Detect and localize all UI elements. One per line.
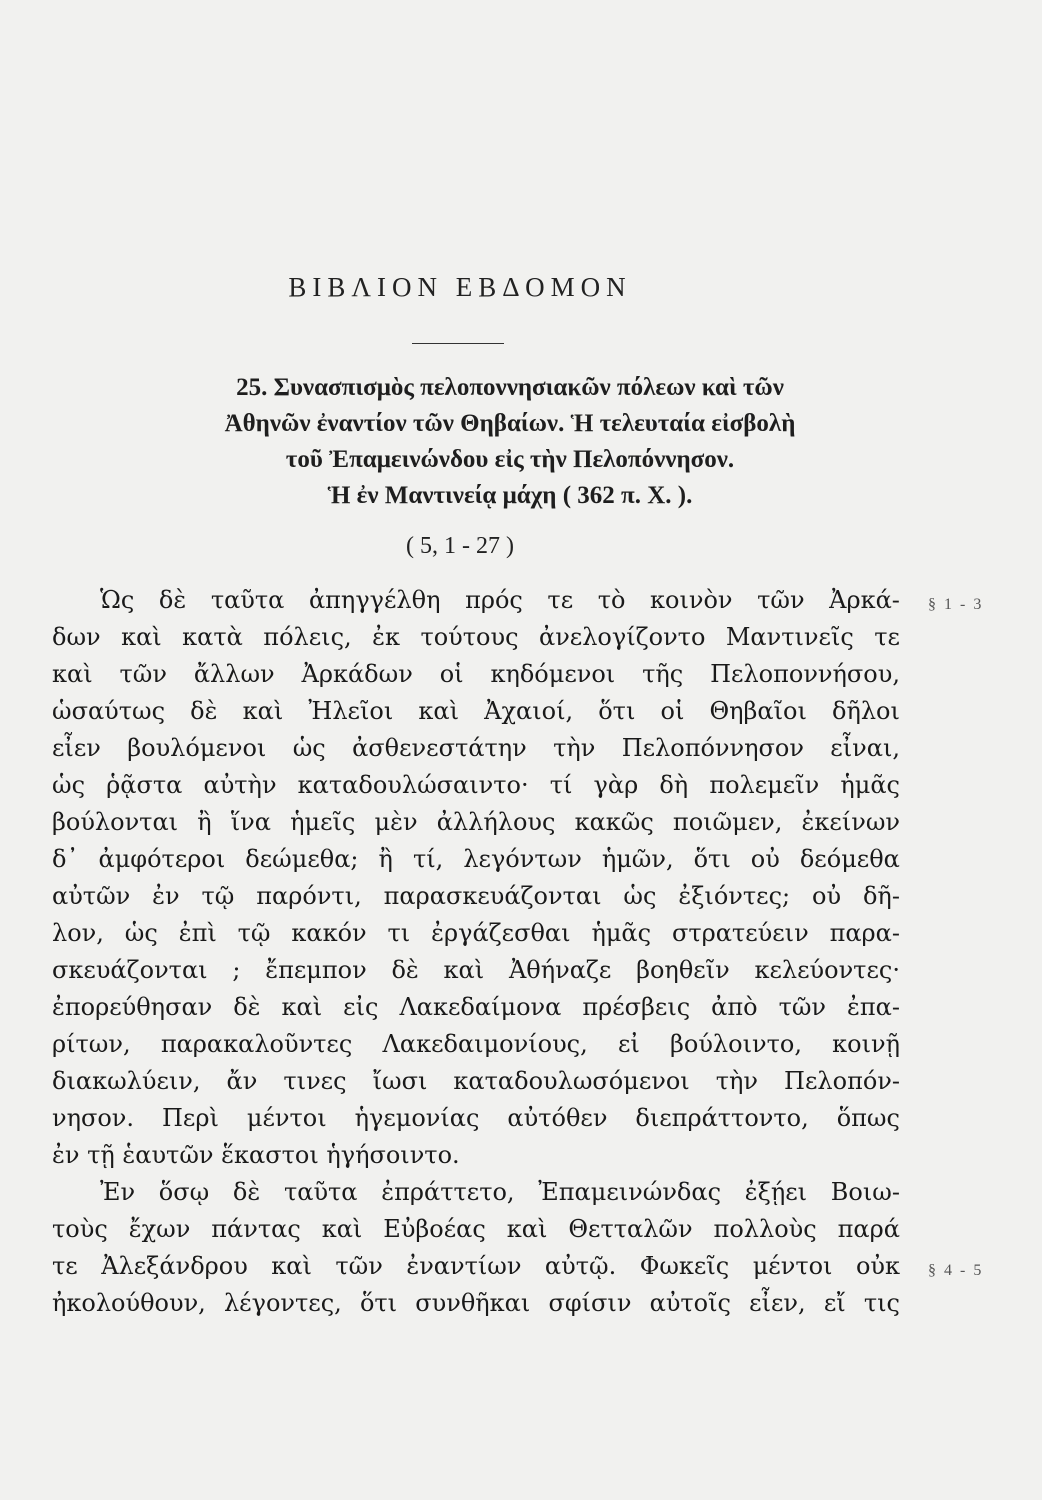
margin-note-section-1-3: § 1 - 3	[928, 596, 984, 613]
title-divider	[412, 343, 504, 344]
body-line: αὐτῶν ἐν τῷ παρόντι, παρασκευάζονται ὡς ἐξιόντες; οὐ δῆ-	[52, 882, 900, 910]
body-line: Ὡς δὲ ταῦτα ἀπηγγέλθη πρός τε τὸ κοινὸν τῶν Ἀρκά-	[100, 586, 900, 614]
body-line: διακωλύειν, ἄν τινες ἴωσι καταδουλωσόμενοι τὴν Πελοπόν-	[52, 1067, 900, 1095]
body-line: ἐπορεύθησαν δὲ καὶ εἰς Λακεδαίμονα πρέσβεις ἀπὸ τῶν ἐπα-	[52, 993, 900, 1021]
chapter-heading-line: τοῦ Ἐπαμεινώνδου εἰς τὴν Πελοπόννησον.	[285, 446, 735, 473]
body-line: ρίτων, παρακαλοῦντες Λακεδαιμονίους, εἰ βούλοιντο, κοινῇ	[52, 1030, 900, 1058]
margin-note-section-4-5: § 4 - 5	[928, 1262, 984, 1279]
body-line: σκευάζονται ; ἔπεμπον δὲ καὶ Ἀθήναζε βοηθεῖν κελεύοντες·	[52, 956, 900, 984]
body-line: Ἐν ὅσῳ δὲ ταῦτα ἐπράττετο, Ἐπαμεινώνδας ἐξῄει Βοιω-	[100, 1178, 900, 1206]
body-line: λον, ὡς ἐπὶ τῷ κακόν τι ἐργάζεσθαι ἡμᾶς στρατεύειν παρα-	[52, 919, 900, 947]
body-line: τε Ἀλεξάνδρου καὶ τῶν ἐναντίων αὐτῷ. Φωκεῖς μέντοι οὐκ	[52, 1252, 900, 1280]
chapter-heading-line: 25. Συνασπισμὸς πελοποννησιακῶν πόλεων καὶ τῶν	[236, 374, 784, 401]
body-line: δων καὶ κατὰ πόλεις, ἐκ τούτους ἀνελογίζοντο Μαντινεῖς τε	[52, 623, 900, 651]
chapter-heading-line: Ἡ ἐν Μαντινείᾳ μάχη ( 362 π. Χ. ).	[327, 482, 693, 509]
body-line: καὶ τῶν ἄλλων Ἀρκάδων οἱ κηδόμενοι τῆς Πελοποννήσου,	[52, 660, 900, 688]
chapter-heading	[110, 370, 910, 514]
body-line: βούλονται ἢ ἵνα ἡμεῖς μὲν ἀλλήλους κακῶς ποιῶμεν, ἐκείνων	[52, 808, 900, 836]
book-title: ΒΙΒΛΙΟΝ ΕΒΔΟΜΟΝ	[288, 272, 632, 302]
body-line: τοὺς ἔχων πάντας καὶ Εὐβοέας καὶ Θετταλῶν πολλοὺς παρά	[52, 1215, 900, 1243]
body-line: ἠκολούθουν, λέγοντες, ὅτι συνθῆκαι σφίσιν αὐτοῖς εἶεν, εἴ τις	[52, 1289, 900, 1317]
body-line: ὡσαύτως δὲ καὶ Ἠλεῖοι καὶ Ἀχαιοί, ὅτι οἱ Θηβαῖοι δῆλοι	[52, 697, 900, 725]
body-line: δ᾽ ἀμφότεροι δεώμεθα; ἢ τί, λεγόντων ἡμῶν, ὅτι οὐ δεόμεθα	[52, 845, 900, 873]
body-line: εἶεν βουλόμενοι ὡς ἀσθενεστάτην τὴν Πελοπόννησον εἶναι,	[52, 734, 900, 762]
chapter-heading-line: Ἀθηνῶν ἐναντίον τῶν Θηβαίων. Ἡ τελευταία εἰσβολὴ	[224, 410, 796, 437]
body-line: ὡς ῥᾷστα αὐτὴν καταδουλώσαιντο· τί γὰρ δὴ πολεμεῖν ἡμᾶς	[52, 771, 900, 799]
body-line: ἐν τῇ ἑαυτῶν ἕκαστοι ἡγήσοιντο.	[52, 1141, 460, 1169]
passage-reference: ( 5, 1 - 27 )	[406, 533, 514, 559]
body-line: νησον. Περὶ μέντοι ἡγεμονίας αὐτόθεν διεπράττοντο, ὅπως	[52, 1104, 900, 1132]
body-text	[52, 582, 912, 1322]
